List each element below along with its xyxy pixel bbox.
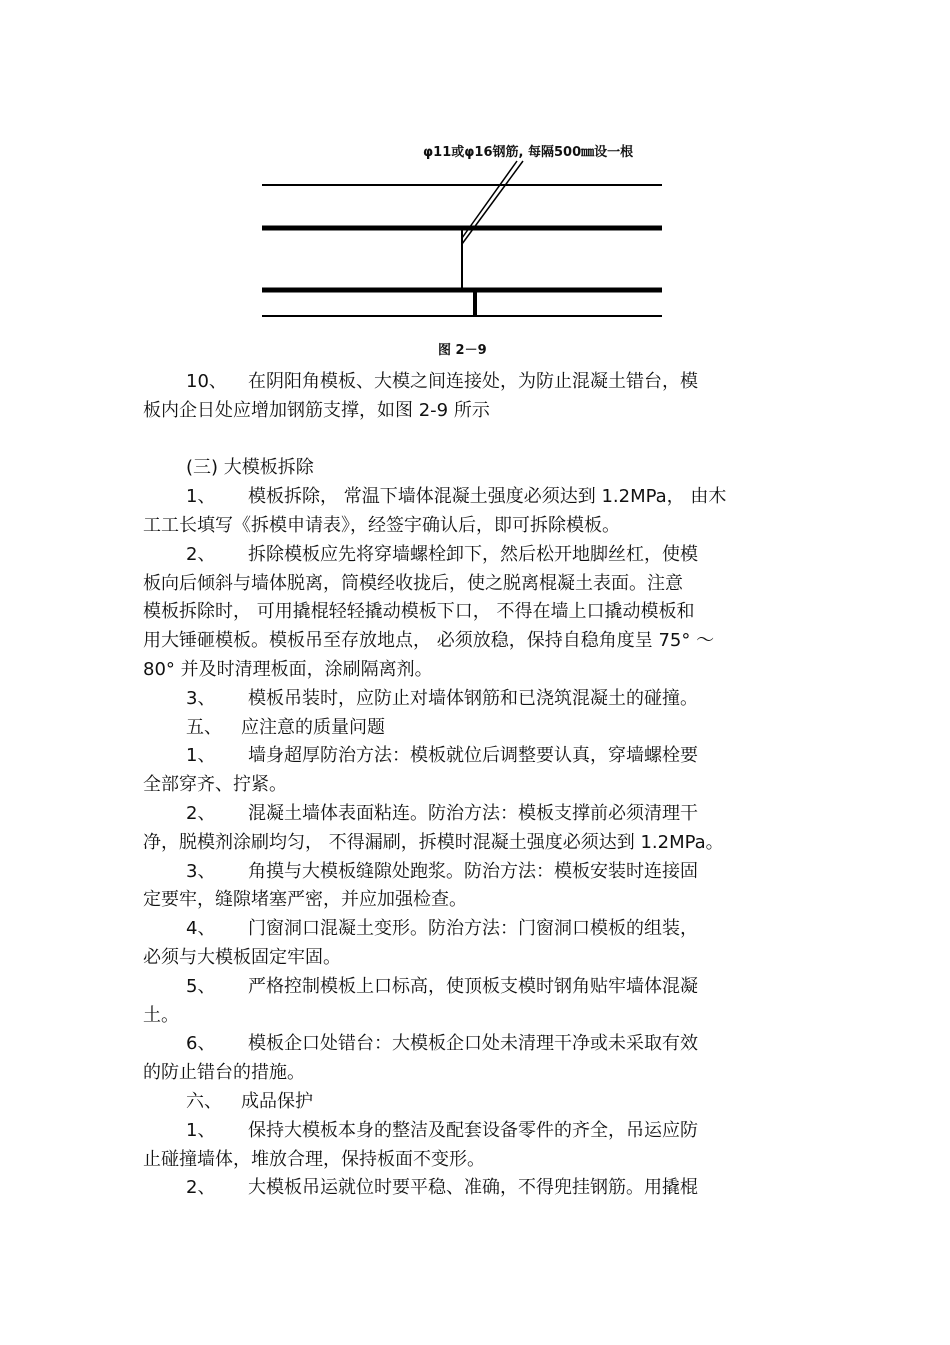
paragraph-line — [143, 858, 823, 887]
leader-line-2 — [462, 161, 523, 244]
line-text: 模板企口处错台：大模板企口处未清理干净或未采取有效 — [248, 1033, 698, 1055]
item-number: 1、 — [186, 1119, 216, 1141]
item-number: 2、 — [186, 543, 216, 565]
section-number: 六、 — [186, 1090, 222, 1112]
paragraph-line — [143, 656, 823, 685]
line-text: 混凝土墙体表面粘连。防治方法：模板支撑前必须清理干 — [248, 802, 698, 824]
line-text: 角摸与大模板缝隙处跑浆。防治方法：模板安装时连接固 — [248, 860, 698, 882]
paragraph-line — [143, 368, 823, 397]
line-text: 板向后倾斜与墙体脱离，筒模经收拢后，使之脱离棍凝土表面。注意 — [143, 572, 683, 594]
paragraph-line — [143, 973, 823, 1002]
line-text: 应注意的质量问题 — [241, 716, 385, 738]
figure-2-9 — [255, 135, 675, 365]
line-text: 在阴阳角模板、大模之间连接处，为防止混凝土错台，模 — [248, 371, 698, 392]
item-number: 2、 — [186, 802, 216, 824]
line-text: 模板拆除， 常温下墙体混凝土强度必须达到 1.2MPa， 由木 — [248, 486, 727, 508]
line-text: 的防止错台的措施。 — [143, 1062, 305, 1084]
paragraph-line — [143, 1117, 823, 1146]
item-number: 1、 — [186, 486, 216, 508]
paragraph-line — [143, 483, 823, 512]
line-text: 成品保护 — [241, 1090, 313, 1112]
paragraph-line — [143, 886, 823, 915]
paragraph-line — [143, 829, 823, 858]
section-number: 五、 — [186, 716, 222, 738]
line-text: 土。 — [143, 1004, 179, 1026]
figure-annotation: φ11或φ16钢筋, 每隔500㎜设一根 — [423, 145, 634, 160]
line-text: 墙身超厚防治方法：模板就位后调整要认真，穿墙螺栓要 — [248, 745, 698, 767]
paragraph-line — [143, 1146, 823, 1175]
line-text: 模板吊装时，应防止对墙体钢筋和已浇筑混凝土的碰撞。 — [248, 687, 698, 709]
line-text: 模板拆除时， 可用撬棍轻轻撬动模板下口， 不得在墙上口撬动模板和 — [143, 601, 695, 623]
line-text: 严格控制模板上口标高，使顶板支模时钢角贴牢墙体混凝 — [248, 975, 698, 997]
paragraph-line — [143, 915, 823, 944]
rebar-support-diagram — [255, 135, 675, 335]
paragraph-line — [143, 1030, 823, 1059]
line-text: 全部穿齐、拧紧。 — [143, 774, 287, 796]
paragraph-line — [143, 742, 823, 771]
paragraph-line — [143, 771, 823, 800]
paragraph-line — [143, 627, 823, 656]
line-text: 用大锤砸模板。模板吊至存放地点， 必须放稳，保持自稳角度呈 75° ～ — [143, 630, 715, 652]
item-number: 2、 — [186, 1177, 216, 1199]
section-heading — [143, 714, 823, 743]
section-heading — [143, 454, 823, 483]
blank-line — [143, 426, 823, 455]
line-text: 止碰撞墙体，堆放合理，保持板面不变形。 — [143, 1148, 485, 1170]
figure-caption: 图 2－9 — [438, 343, 487, 358]
line-text: 板内企日处应增加钢筋支撑，如图 2-9 所示 — [143, 399, 490, 421]
paragraph-line — [143, 1174, 823, 1203]
paragraph-line — [143, 1059, 823, 1088]
paragraph-line — [143, 598, 823, 627]
item-number: 5、 — [186, 975, 216, 997]
paragraph-line — [143, 541, 823, 570]
paragraph-line — [143, 512, 823, 541]
item-number: 4、 — [186, 918, 216, 940]
line-text: 工工长填写《拆模申请表》，经签宇确认后，即可拆除模板。 — [143, 514, 620, 536]
line-text: (三) 大模板拆除 — [186, 457, 314, 479]
paragraph-line — [143, 1002, 823, 1031]
body-text — [143, 368, 823, 1203]
line-text: 门窗洞口混凝土变形。防治方法：门窗洞口模板的组装， — [248, 918, 698, 940]
item-number: 1、 — [186, 745, 216, 767]
line-text: 必须与大模板固定牢固。 — [143, 946, 341, 968]
line-text: 80° 并及时清理板面，涂刷隔离剂。 — [143, 658, 433, 680]
item-number: 6、 — [186, 1033, 216, 1055]
line-text: 保持大模板本身的整洁及配套设备零件的齐全，吊运应防 — [248, 1119, 698, 1141]
item-number: 10、 — [186, 371, 227, 392]
item-number: 3、 — [186, 860, 216, 882]
line-text: 拆除模板应先将穿墙螺栓卸下，然后松开地脚丝杠，使模 — [248, 543, 698, 565]
line-text: 大模板吊运就位时要平稳、准确，不得兜挂钢筋。用撬棍 — [248, 1177, 698, 1199]
line-text: 净，脱模剂涂刷均匀， 不得漏刷，拆模时混凝土强度必须达到 1.2MPa。 — [143, 831, 724, 853]
paragraph-line — [143, 944, 823, 973]
line-text: 定要牢，缝隙堵塞严密，并应加强检查。 — [143, 889, 467, 911]
item-number: 3、 — [186, 687, 216, 709]
paragraph-line — [143, 397, 823, 426]
paragraph-line — [143, 800, 823, 829]
section-heading — [143, 1088, 823, 1117]
paragraph-line — [143, 570, 823, 599]
paragraph-line — [143, 685, 823, 714]
